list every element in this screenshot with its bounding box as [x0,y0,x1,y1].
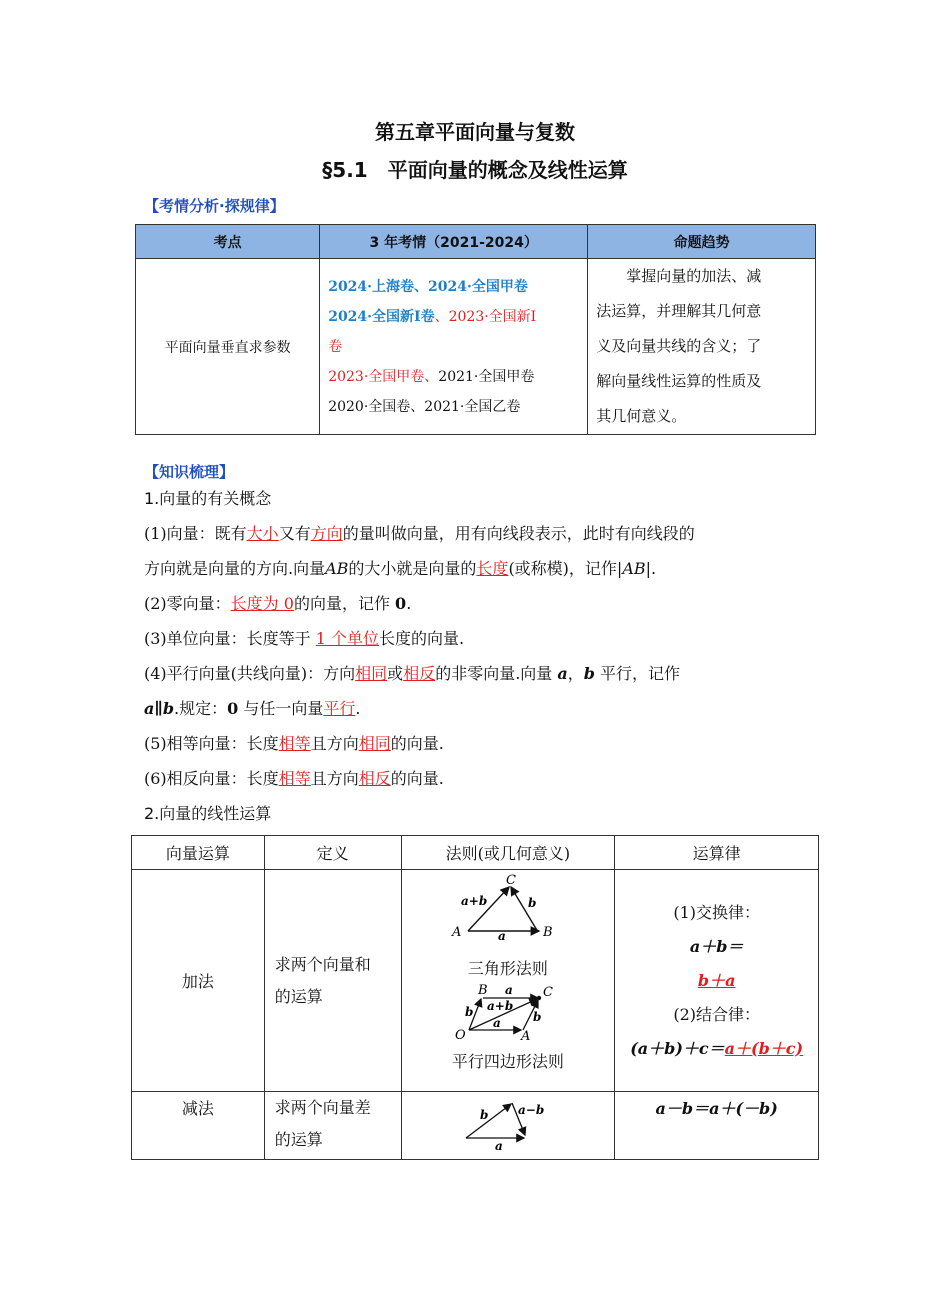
fig-label: C [505,873,516,888]
rule-caption: 平行四边形法则 [451,1052,564,1071]
vector-symbol: 0 [395,594,407,613]
parallelogram-rule-figure [443,983,573,1041]
concept-vector-cont [144,559,656,579]
exam-item: 卷 [328,338,343,355]
text: 长度的向量. [379,629,465,648]
answer-blank: 方向 [310,524,343,543]
answer-blank: 大小 [246,524,279,543]
text: (1)向量：既有 [144,524,247,543]
text: 的非零向量.向量 [435,664,558,683]
answer-blank: 1 个单位 [315,629,380,648]
law-expr: a－b＝a＋(－b) [615,1092,819,1160]
answer-blank: b＋a [697,970,736,990]
law-expr: (a＋b)＋c＝ [630,1038,725,1058]
rule-cell [401,870,615,1092]
table-header: 考点 [136,225,320,259]
operation-definition [264,870,401,1092]
vector-symbol: a [557,664,568,683]
section-heading-analysis: 【考情分析·探规律】 [144,197,285,215]
text: 平行，记作 [594,664,681,683]
text: 方向就是向量的方向.向量 [144,559,326,578]
text: 的向量，记作 [293,594,396,613]
law-text: (1)交换律： [673,902,760,922]
operation-definition [264,1092,401,1160]
trend-line: 掌握向量的加法、减 [596,267,762,285]
fig-label: b [527,896,537,910]
text: (3)单位向量：长度等于 [144,629,316,648]
vector-symbol: AB [622,559,646,578]
law-cell [615,870,819,1092]
answer-blank: 长度为 0 [230,594,294,613]
subheading-linear-ops: 2.向量的线性运算 [144,804,272,823]
answer-blank: 相反 [358,769,391,788]
text: 的大小就是向量的 [348,559,477,578]
fig-label: C [542,985,553,1000]
linear-operations-table [131,835,819,1160]
vector-symbol: b [583,664,595,683]
exam-item: 2024·全国甲卷 [428,278,528,295]
text: . [355,699,361,718]
exam-analysis-table [135,224,816,435]
fig-label: a+b [460,894,488,908]
table-header: 向量运算 [132,836,265,870]
concept-opposite-vector [144,769,444,789]
fig-label: a [494,1139,503,1152]
fig-label: a+b [486,999,514,1013]
subtraction-rule-figure [458,1094,558,1152]
fig-label: B [542,925,553,940]
text: 与任一向量 [238,699,324,718]
operation-name: 加法 [132,870,265,1092]
operation-name: 减法 [132,1092,265,1160]
vector-symbol: AB [325,559,349,578]
chapter-title: 第五章平面向量与复数 [375,120,575,144]
law-expr: a＋b＝ [689,936,744,956]
trend-line: 法运算，并理解其几何意 [596,302,762,320]
text: (4)平行向量(共线向量)：方向 [144,664,356,683]
table-header: 命题趋势 [588,225,816,259]
concept-zero-vector [144,594,411,614]
fig-label: B [477,983,488,998]
text: (6)相反向量：长度 [144,769,279,788]
answer-blank: a＋(b＋c) [724,1038,804,1058]
text: |. [645,559,657,578]
concept-equal-vector [144,734,444,754]
text: . [406,594,412,613]
vector-symbol: a∥b [144,699,175,718]
trend-cell [588,259,816,435]
answer-blank: 相反 [403,664,436,683]
answer-blank: 平行 [323,699,356,718]
concept-parallel-vector-cont [144,699,360,719]
text: 的向量. [390,734,444,753]
text: (5)相等向量：长度 [144,734,279,753]
text: 的向量. [390,769,444,788]
answer-blank: 相等 [278,734,311,753]
table-header: 3 年考情（2021-2024） [320,225,588,259]
fig-label: b [464,1005,474,1019]
trend-line: 解向量线性运算的性质及 [596,372,762,390]
table-header: 运算律 [615,836,819,870]
definition-line: 的运算 [274,986,323,1006]
answer-blank: 长度 [476,559,509,578]
definition-line: 求两个向量差 [274,1098,371,1117]
rule-caption: 三角形法则 [467,959,548,978]
fig-label: b [532,1010,542,1024]
concept-parallel-vector [144,664,680,684]
fig-label: b [479,1108,489,1122]
text: 的量叫做向量，用有向线段表示，此时有向线段的 [342,524,695,543]
answer-blank: 相同 [355,664,388,683]
answer-blank: 相等 [278,769,311,788]
fig-label: A [451,925,462,940]
exam-item: 2021·全国甲卷 [438,368,535,385]
text: 或 [387,664,404,683]
definition-line: 的运算 [274,1130,323,1149]
text: (2)零向量： [144,594,231,613]
exam-item: 2024·全国新Ⅰ卷 [328,308,435,325]
trend-line: 其几何意义。 [596,407,687,425]
answer-blank: 相同 [358,734,391,753]
fig-label: a [504,983,513,997]
definition-line: 求两个向量和 [274,954,371,974]
fig-label: a [492,1016,501,1030]
concept-vector [144,524,695,544]
fig-label: O [454,1028,466,1041]
fig-label: a−b [517,1103,545,1117]
vector-symbol: 0 [227,699,239,718]
text: .规定： [174,699,228,718]
text: ， [567,664,584,683]
fig-label: A [520,1029,531,1041]
law-text: (2)结合律： [673,1004,760,1024]
exam-item: 、2023·全国新Ⅰ [434,308,537,325]
topic-cell: 平面向量垂直求参数 [136,259,320,435]
section-title: §5.1 平面向量的概念及线性运算 [322,158,628,182]
subheading-concepts: 1.向量的有关概念 [144,489,272,508]
concept-unit-vector [144,629,464,649]
exam-item: 2023·全国甲卷、 [328,368,439,385]
text: (或称模)，记作| [508,559,623,578]
section-heading-knowledge: 【知识梳理】 [144,463,235,481]
fig-label: a [497,929,506,942]
exams-cell [320,259,588,435]
text: 且方向 [310,769,359,788]
exam-item: 2024·上海卷、 [328,278,429,295]
table-header: 法则(或几何意义) [401,836,615,870]
text: 且方向 [310,734,359,753]
trend-line: 义及向量共线的含义；了 [596,337,762,355]
table-header: 定义 [264,836,401,870]
rule-cell [401,1092,615,1160]
exam-item: 2020·全国卷、2021·全国乙卷 [328,398,521,415]
triangle-rule-figure [448,872,568,942]
text: 又有 [278,524,311,543]
